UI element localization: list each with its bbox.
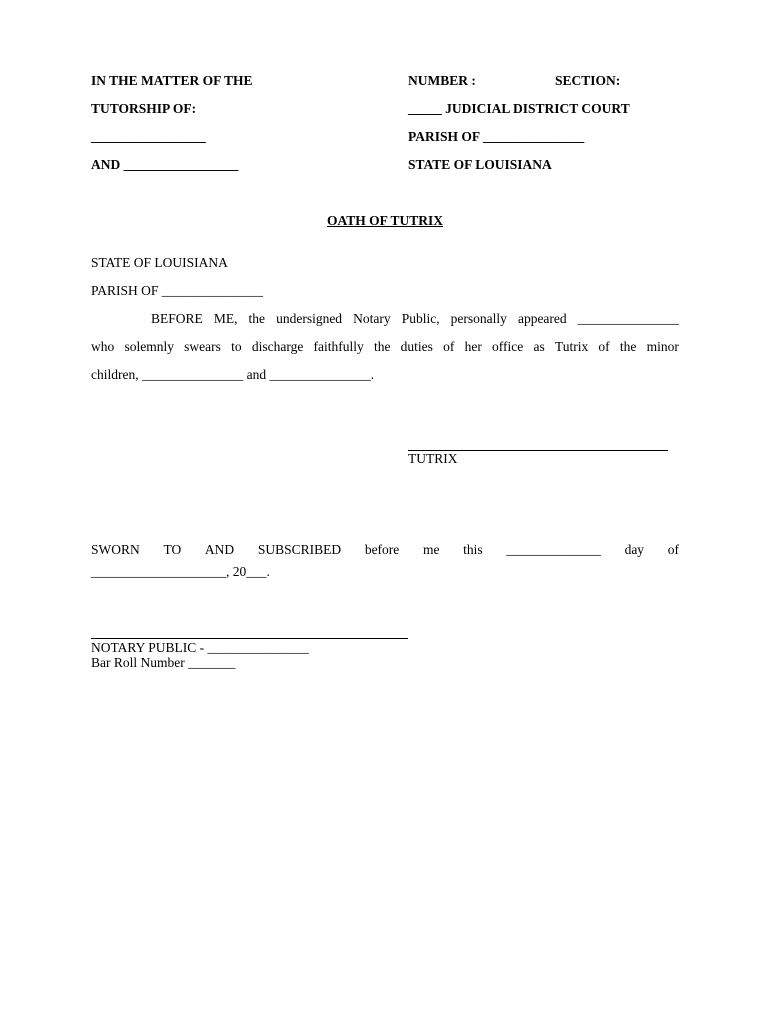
word: the (248, 311, 266, 326)
caption-and-name-blank: AND _________________ (91, 157, 239, 172)
word: swears (184, 339, 221, 354)
word: AND (204, 542, 235, 557)
word: Public, (401, 311, 440, 326)
word: Tutrix (554, 339, 589, 354)
word: discharge (251, 339, 304, 354)
word: of (443, 339, 455, 354)
word: BEFORE (151, 311, 203, 326)
word: who (91, 339, 115, 354)
word: the (373, 339, 391, 354)
word: this (463, 542, 483, 557)
word: ME, (213, 311, 238, 326)
oath-paragraph-line-3: children, _______________ and _______________. (91, 367, 375, 382)
document-title: OATH OF TUTRIX (326, 213, 443, 228)
word: minor (646, 339, 679, 354)
word: as (533, 339, 545, 354)
word: her (464, 339, 482, 354)
notary-signature-line (91, 638, 408, 639)
word: solemnly (124, 339, 174, 354)
word: TO (163, 542, 182, 557)
word: to (231, 339, 242, 354)
caption-section-label: SECTION: (555, 73, 621, 88)
caption-state-line: STATE OF LOUISIANA (408, 157, 552, 172)
caption-number-label: NUMBER : (408, 73, 476, 88)
word: personally (450, 311, 507, 326)
word: of (667, 542, 679, 557)
tutrix-label: TUTRIX (408, 451, 458, 466)
word: duties (400, 339, 433, 354)
sworn-clause-line-1 (91, 543, 679, 557)
caption-court-line: _____ JUDICIAL DISTRICT COURT (408, 101, 630, 116)
venue-state: STATE OF LOUISIANA (91, 255, 228, 270)
word: SWORN (91, 542, 140, 557)
day-blank: ______________ (506, 542, 601, 557)
word: faithfully (313, 339, 364, 354)
oath-paragraph-line-1 (151, 312, 679, 326)
appearer-name-blank: _______________ (577, 311, 679, 326)
word: appeared (517, 311, 567, 326)
bar-roll-number-line: Bar Roll Number _______ (91, 655, 236, 670)
word: me (422, 542, 440, 557)
caption-matter-line: IN THE MATTER OF THE (91, 73, 253, 88)
word: office (492, 339, 524, 354)
word: the (619, 339, 637, 354)
word: undersigned (276, 311, 343, 326)
word: of (598, 339, 610, 354)
caption-minor-name-blank: _________________ (91, 129, 206, 144)
venue-parish: PARISH OF _______________ (91, 283, 264, 298)
word: before (364, 542, 400, 557)
caption-parish-line: PARISH OF _______________ (408, 129, 585, 144)
oath-paragraph-line-2 (91, 340, 679, 354)
caption-tutorship-line: TUTORSHIP OF: (91, 101, 197, 116)
notary-public-line: NOTARY PUBLIC - _______________ (91, 640, 309, 655)
word: day (624, 542, 645, 557)
word: SUBSCRIBED (257, 542, 342, 557)
sworn-clause-line-2: ____________________, 20___. (91, 564, 270, 579)
word: Notary (353, 311, 391, 326)
